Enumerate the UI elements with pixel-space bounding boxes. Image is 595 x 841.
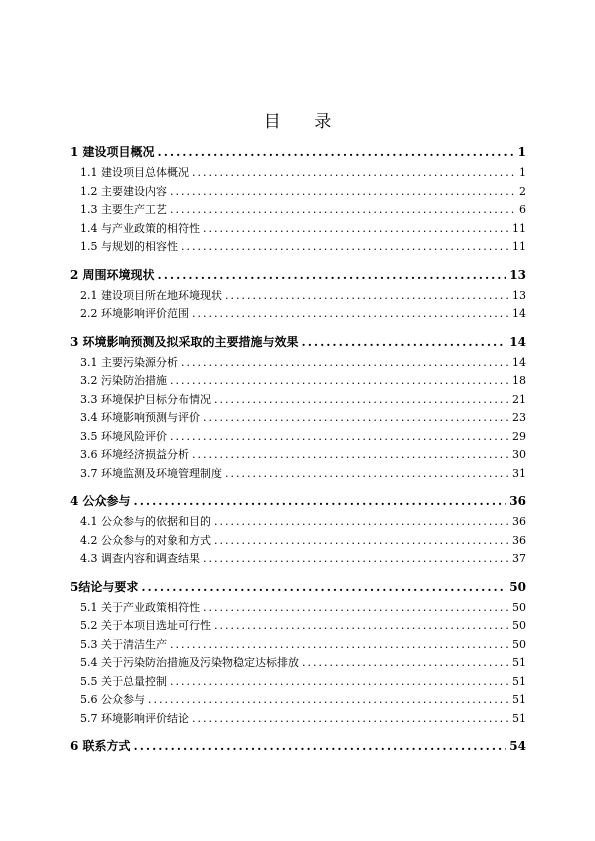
- leader-dots: [148, 693, 509, 706]
- toc-entry-label: 3.2 污染防治措施: [80, 374, 167, 387]
- toc-page-number: 31: [512, 466, 526, 480]
- toc-entry-label: 4.1 公众参与的依据和目的: [80, 515, 211, 528]
- toc-page-number: 54: [509, 739, 526, 753]
- leader-dots: [214, 393, 509, 406]
- toc-entry-label: 5.3 关于清洁生产: [80, 637, 167, 651]
- leader-dots: [192, 712, 509, 725]
- leader-dots: [214, 534, 509, 547]
- toc-heading-label: 2 周围环境现状: [70, 267, 155, 282]
- toc-entry-label: 5.7 环境影响评价结论: [80, 711, 189, 725]
- leader-dots: [181, 240, 509, 253]
- toc-heading-5[interactable]: [70, 578, 526, 599]
- toc-entry[interactable]: [70, 391, 526, 410]
- toc-entry[interactable]: [70, 550, 526, 569]
- toc-entry[interactable]: [70, 201, 526, 220]
- leader-dots: [170, 675, 509, 688]
- toc-entry[interactable]: [70, 599, 526, 618]
- leader-dots: [170, 638, 509, 651]
- toc-heading-label: 3 环境影响预测及拟采取的主要措施与效果: [70, 334, 299, 349]
- toc-entry[interactable]: [70, 691, 526, 710]
- toc-page-number: 2: [519, 184, 526, 198]
- leader-dots: [302, 656, 509, 669]
- toc-entry-label: 2.2 环境影响评价范围: [80, 307, 189, 320]
- toc-heading-2[interactable]: [70, 266, 526, 287]
- toc-page-number: 36: [512, 515, 526, 528]
- toc-page-number: 14: [512, 307, 526, 320]
- leader-dots: [158, 145, 515, 159]
- toc-page-number: 18: [512, 374, 526, 387]
- toc-section-6: [70, 737, 526, 758]
- toc-page-number: 11: [512, 240, 526, 253]
- toc-entry[interactable]: [70, 305, 526, 324]
- toc-heading-label: 5结论与要求: [70, 579, 139, 594]
- toc-page-number: 29: [512, 429, 526, 443]
- toc-page-number: 14: [512, 355, 526, 369]
- toc-title: 目 录: [263, 112, 346, 132]
- toc-entry[interactable]: [70, 710, 526, 729]
- leader-dots: [203, 552, 509, 565]
- leader-dots: [170, 430, 509, 443]
- toc-entry[interactable]: [70, 372, 526, 391]
- toc-entry-label: 5.1 关于产业政策相符性: [80, 600, 200, 614]
- toc-entry[interactable]: [70, 532, 526, 551]
- leader-dots: [214, 515, 509, 528]
- toc-heading-3[interactable]: [70, 333, 526, 354]
- leader-dots: [302, 335, 507, 349]
- toc-section-1: [70, 143, 526, 257]
- toc-entry-label: 3.6 环境经济损益分析: [80, 448, 189, 461]
- toc-entry-label: 5.2 关于本项目选址可行性: [80, 619, 211, 632]
- toc-entry-label: 3.5 环境风险评价: [80, 429, 167, 443]
- toc-section-4: [70, 492, 526, 569]
- leader-dots: [225, 289, 509, 302]
- leader-dots: [170, 203, 516, 216]
- leader-dots: [170, 374, 509, 387]
- toc-page-number: 14: [509, 334, 526, 349]
- leader-dots: [134, 494, 507, 508]
- leader-dots: [192, 166, 516, 179]
- toc-heading-6[interactable]: [70, 737, 526, 758]
- toc-page-number: 1: [517, 145, 526, 159]
- toc-entry[interactable]: [70, 654, 526, 673]
- toc-entry-label: 5.5 关于总量控制: [80, 674, 167, 688]
- toc-page-number: 13: [512, 288, 526, 302]
- toc-entry[interactable]: [70, 617, 526, 636]
- toc-page-number: 50: [512, 600, 526, 614]
- leader-dots: [203, 411, 509, 424]
- leader-dots: [181, 356, 509, 369]
- toc-entry-label: 1.5 与规划的相容性: [80, 240, 178, 253]
- toc-page-number: 36: [512, 533, 526, 547]
- toc-section-3: [70, 333, 526, 484]
- toc-entry-label: 1.2 主要建设内容: [80, 184, 167, 198]
- toc-page-number: 13: [509, 267, 526, 282]
- toc-entry-label: 5.6 公众参与: [80, 693, 145, 706]
- leader-dots: [192, 448, 509, 461]
- toc-page-number: 51: [512, 693, 526, 706]
- leader-dots: [170, 185, 516, 198]
- toc-entry-label: 3.1 主要污染源分析: [80, 355, 178, 369]
- toc-entry[interactable]: [70, 465, 526, 484]
- toc-entry-label: 3.7 环境监测及环境管理制度: [80, 466, 222, 480]
- toc-entry-label: 2.1 建设项目所在地环境现状: [80, 288, 222, 302]
- toc-entry-label: 4.3 调查内容和调查结果: [80, 552, 200, 565]
- toc-entry[interactable]: [70, 183, 526, 202]
- toc-entry[interactable]: [70, 513, 526, 532]
- toc-page-number: 1: [519, 166, 526, 179]
- leader-dots: [203, 601, 509, 614]
- toc-page-number: 6: [519, 203, 526, 216]
- leader-dots: [134, 739, 507, 753]
- toc-page-number: 50: [512, 619, 526, 632]
- toc-section-5: [70, 578, 526, 729]
- leader-dots: [158, 268, 507, 282]
- toc-entry[interactable]: [70, 636, 526, 655]
- toc-entry[interactable]: [70, 287, 526, 306]
- toc-page-number: 50: [509, 579, 526, 594]
- toc-entry-label: 1.4 与产业政策的相符性: [80, 221, 200, 235]
- leader-dots: [141, 580, 506, 594]
- toc-entry[interactable]: [70, 428, 526, 447]
- leader-dots: [225, 467, 509, 480]
- toc-page-number: 30: [512, 448, 526, 461]
- toc-entry[interactable]: [70, 238, 526, 257]
- toc-entry-label: 1.1 建设项目总体概况: [80, 166, 189, 179]
- toc-entry-label: 3.3 环境保护目标分布情况: [80, 392, 211, 406]
- toc-page-number: 37: [512, 552, 526, 565]
- toc-entry[interactable]: [70, 164, 526, 183]
- toc-page-number: 11: [512, 221, 526, 235]
- toc-page-number: 51: [512, 674, 526, 688]
- toc-page-number: 50: [512, 637, 526, 651]
- toc-page-number: 23: [512, 411, 526, 424]
- toc-entry-label: 5.4 关于污染防治措施及污染物稳定达标排放: [80, 656, 299, 669]
- leader-dots: [203, 222, 509, 235]
- leader-dots: [214, 619, 509, 632]
- toc-entry-label: 4.2 公众参与的对象和方式: [80, 533, 211, 547]
- toc-heading-1[interactable]: [70, 143, 526, 164]
- toc-page-number: 21: [512, 392, 526, 406]
- toc-entry[interactable]: [70, 409, 526, 428]
- toc-page-number: 51: [512, 656, 526, 669]
- toc-entry[interactable]: [70, 673, 526, 692]
- toc-heading-4[interactable]: [70, 492, 526, 513]
- toc-entry[interactable]: [70, 354, 526, 373]
- toc-section-2: [70, 266, 526, 324]
- toc-heading-label: 1 建设项目概况: [70, 145, 155, 159]
- toc-page-number: 51: [512, 711, 526, 725]
- leader-dots: [192, 307, 509, 320]
- toc-heading-label: 4 公众参与: [70, 494, 131, 508]
- toc-entry[interactable]: [70, 446, 526, 465]
- toc-page-number: 36: [509, 494, 526, 508]
- toc-entry-label: 3.4 环境影响预测与评价: [80, 411, 200, 424]
- toc-heading-label: 6 联系方式: [70, 739, 131, 753]
- toc-entry-label: 1.3 主要生产工艺: [80, 203, 167, 216]
- table-of-contents: [70, 143, 526, 767]
- toc-entry[interactable]: [70, 220, 526, 239]
